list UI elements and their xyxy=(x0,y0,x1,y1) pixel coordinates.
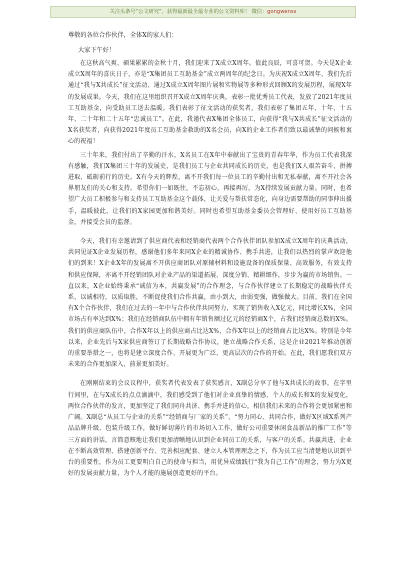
paragraph-3: 今天，我们有幸邀请到了供应商代表和经销商代表两个合作伙伴团队参加X成立X周年的庆典活动，共同见证X企业发展历程，感谢他们多年来同X企业的精诚协作、携手共进，让我们以热烈的掌声欢迎他们的到来！X企业X年的发展离不开供应商团队对原辅材料和设施设备的保质保量、高效服务，有效支持和供应保障，亦离不开经销团队对企业产品的渠道拓展、深度分销、精耕细作，步步为赢的市场销售。一直以来，X企业始终秉承“诚信为本，共赢发展”的合作理念，与合作伙伴建立了长期稳定的战略伙伴关系，以诚相待，以质取胜，不断促使我们合作共赢，由小到大，由弱变强，做强做大。目前，我们在全国有X个合作伙伴，我们在过去的一年中与合作伙伴共同努力，实现了销售收入X亿元，同比增长X%，全国市场占有率达到X%；我们在经销商队伍中拥有年销售额过亿元的经销商X个，占我们经销商总数的X%。我们的供应商队伍中，合作X年以上的供应商占比达X%，合作X年以上的经销商占比达X%。特别是今年以来，企业先后与X家供应商签订了长期战略合作协议，建立战略合作关系，这是企业2021年推动创新的重要举措之一，也将是建立深度合作、开展更为广泛、更高层次的合作的开始。在此，我们愿我们双方未来的合作更加深入、前景更加美好。 xyxy=(68,238,352,369)
salutation-line: 大家下午好！ xyxy=(78,47,116,54)
paragraph-1: 在这秋高气爽、硕果累累的金秋十月，我们迎来了X成立X周年。值此良辰，可喜可贺。今天是X企业成立X周年的喜庆日子，亦是“X集团员工互助基金”成立两周年的纪念日。为庆祝X成立X周年，我们先后通过“我与X共成长”征文活动、通过X成立X周年图片展和实物展等多种形式回顾X的发展历程，展现X年的发展成果。今天，我们在这里组织召开X成立X周年庆典，表彰一批优秀员工代表，发放了2021年度员工互助基金，向受助员工送去温暖。我们表彰了征文活动的获奖者，我们表彰了集团五年、十年、十五年、二十年和二十五年“忠诚员工”。在此，我谨代表X集团全体员工，向获得“我与X共成长”征文活动的X名获奖者，向获得2021年度员工互助基金救助的X名会员，向X的企业工作者们致以最诚挚的问候和衷心的祝福！ xyxy=(68,60,352,146)
promo-banner[interactable] xyxy=(50,6,356,18)
banner-wechat-handle: gongwenss xyxy=(267,9,297,15)
greeting-line: 尊敬的各位合作伙伴，全体X的家人们： xyxy=(68,32,178,39)
paragraph-4: 在刚刚结束的会议议程中，获奖者代表发表了获奖感言，X副总分享了他与X共成长的故事，在字里行间里，在与X成长的点点滴滴中，我们感受到了他们对企业真挚的情感、个人的成长和X的发展变化，两位合作伙伴的发言，更加坚定了我们同舟共济、携手并进的信心，相信我们未来的合作将会更加紧密和广阔。X副总“从员工与企业的关系”“经销商与厂家的关系”、“努力同心、共同合作，做好X区域X系列产品品牌升级、包装升级工作，做好鲜切薄片的市场切入工作，做好公司重要休闲食品新品的推广工作”等三方面的讲话，言简意赅地让我们更加清晰地认识到企业同员工的关系，与客户的关系。共赢共进，企业在不断高效管理、搭建创新平台、完善相应配套、建立人本管理理念之下，作为员工应当清楚地认识到平台的重要性，作为员工更要明白自己的使命与担当，用优异成绩践行“我为自己工作”的理念，努力为X更好的发展贡献力量，为个人才能的施展创造更好的平台。 xyxy=(68,380,352,478)
paragraph-2: 三十年来，我们付出了辛勤的汗水，X名员工在X年中奉献出了宝贵的青春年华，作为员工代表我深有感触，我们X集团三十年的发展史，是我们员工与企业共同成长的历史，也是我们X人艰苦奋斗、拼搏进取、砥砺前行的历史。X有今天的辉煌，离不开我们每一位员工的辛勤付出和无私奉献，离不开社会各界朋友们的关心和支持。希望你们一如既往，不忘初心，再接再厉，为X持续发展贡献力量。同时，也希望广大员工积极参与和支持员工互助基金这个载体，让关爱与帮扶常态化，向身边需要帮助的同事伸出援手，温暖彼此，让我们的X家园更加和谐美好。同时也希望互助基金委员会管理好、使用好员工互助基金，并接受会员的监督。 xyxy=(68,151,352,226)
document-body xyxy=(68,30,352,481)
banner-text: 关注头条号“公文研究”，获得最新最全最专业的公文资料库！ 微信： xyxy=(109,9,268,15)
